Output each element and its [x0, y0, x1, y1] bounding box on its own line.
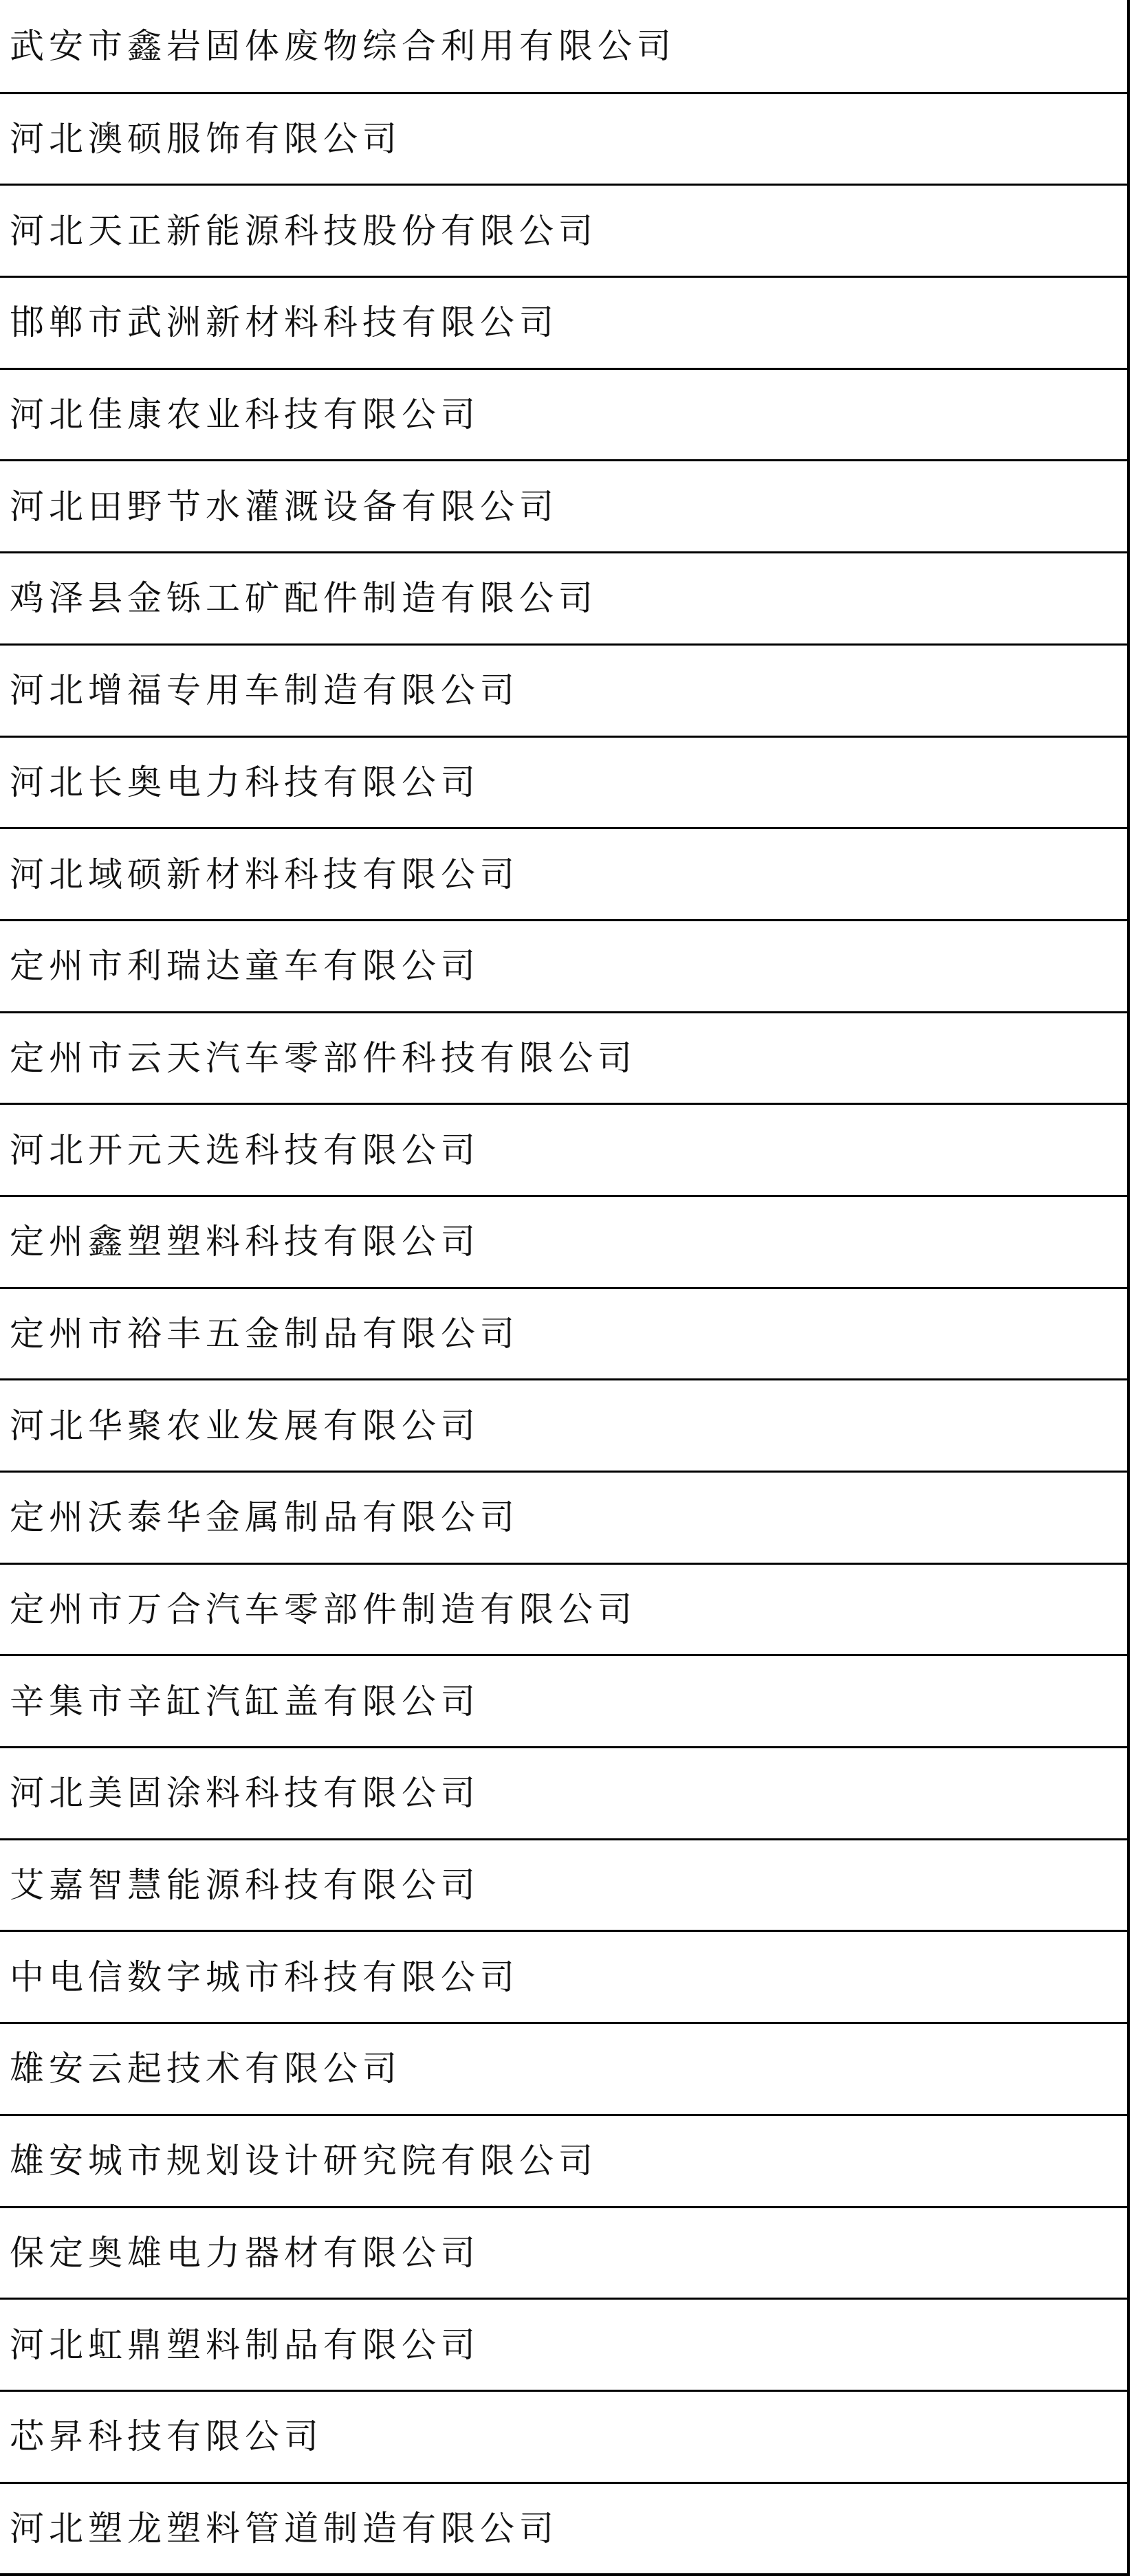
- company-name: 雄安城市规划设计研究院有限公司: [10, 2141, 598, 2181]
- table-row: [0, 1103, 1127, 1195]
- table-row: [0, 2298, 1127, 2390]
- company-name: 河北田野节水灌溉设备有限公司: [10, 486, 558, 527]
- company-name: 定州市裕丰五金制品有限公司: [10, 1313, 519, 1354]
- table-row: [0, 1746, 1127, 1838]
- company-name: 河北增福专用车制造有限公司: [10, 670, 519, 711]
- company-name: 河北域硕新材料科技有限公司: [10, 854, 519, 894]
- table-row: [0, 2206, 1127, 2298]
- company-name: 河北佳康农业科技有限公司: [10, 395, 480, 435]
- table-row: [0, 0, 1127, 92]
- company-name: 中电信数字城市科技有限公司: [10, 1957, 519, 1997]
- table-row: [0, 276, 1127, 368]
- table-row: [0, 2482, 1127, 2574]
- table-row: [0, 1563, 1127, 1655]
- table-row: [0, 1378, 1127, 1471]
- table-row: [0, 827, 1127, 919]
- table-row: [0, 1838, 1127, 1930]
- company-name: 芯昇科技有限公司: [10, 2417, 323, 2457]
- company-name: 河北塑龙塑料管道制造有限公司: [10, 2508, 558, 2549]
- table-row: [0, 1195, 1127, 1287]
- table-row: [0, 2114, 1127, 2206]
- company-name: 河北澳硕服饰有限公司: [10, 119, 402, 159]
- table-row: [0, 2390, 1127, 2482]
- table-row: [0, 1930, 1127, 2022]
- company-name: 河北开元天选科技有限公司: [10, 1130, 480, 1170]
- company-name: 河北长奥电力科技有限公司: [10, 762, 480, 802]
- table-row: [0, 1011, 1127, 1103]
- company-name: 艾嘉智慧能源科技有限公司: [10, 1865, 480, 1906]
- company-name: 武安市鑫岩固体废物综合利用有限公司: [10, 25, 676, 66]
- company-name: 定州鑫塑塑料科技有限公司: [10, 1222, 480, 1262]
- company-name: 河北华聚农业发展有限公司: [10, 1405, 480, 1446]
- table-row: [0, 1287, 1127, 1379]
- table-row: [0, 1471, 1127, 1563]
- company-name: 河北天正新能源科技股份有限公司: [10, 210, 598, 251]
- company-name: 鸡泽县金铄工矿配件制造有限公司: [10, 578, 598, 619]
- table-row: [0, 1654, 1127, 1746]
- table-row: [0, 2022, 1127, 2114]
- company-name: 定州市云天汽车零部件科技有限公司: [10, 1037, 637, 1078]
- company-name: 定州市利瑞达童车有限公司: [10, 946, 480, 987]
- company-name: 定州沃泰华金属制品有限公司: [10, 1497, 519, 1538]
- table-row: [0, 92, 1127, 184]
- table-row: [0, 368, 1127, 460]
- company-name: 雄安云起技术有限公司: [10, 2049, 402, 2089]
- table-row: [0, 919, 1127, 1011]
- table-row: [0, 643, 1127, 736]
- company-name: 保定奥雄电力器材有限公司: [10, 2232, 480, 2273]
- company-name: 定州市万合汽车零部件制造有限公司: [10, 1589, 637, 1630]
- company-name: 河北美固涂料科技有限公司: [10, 1773, 480, 1814]
- table-row: [0, 459, 1127, 551]
- table-row: [0, 184, 1127, 276]
- company-name: 邯郸市武洲新材料科技有限公司: [10, 302, 558, 343]
- company-name: 辛集市辛缸汽缸盖有限公司: [10, 1681, 480, 1721]
- table-row: [0, 736, 1127, 828]
- table-row: [0, 551, 1127, 643]
- company-name: 河北虹鼎塑料制品有限公司: [10, 2324, 480, 2365]
